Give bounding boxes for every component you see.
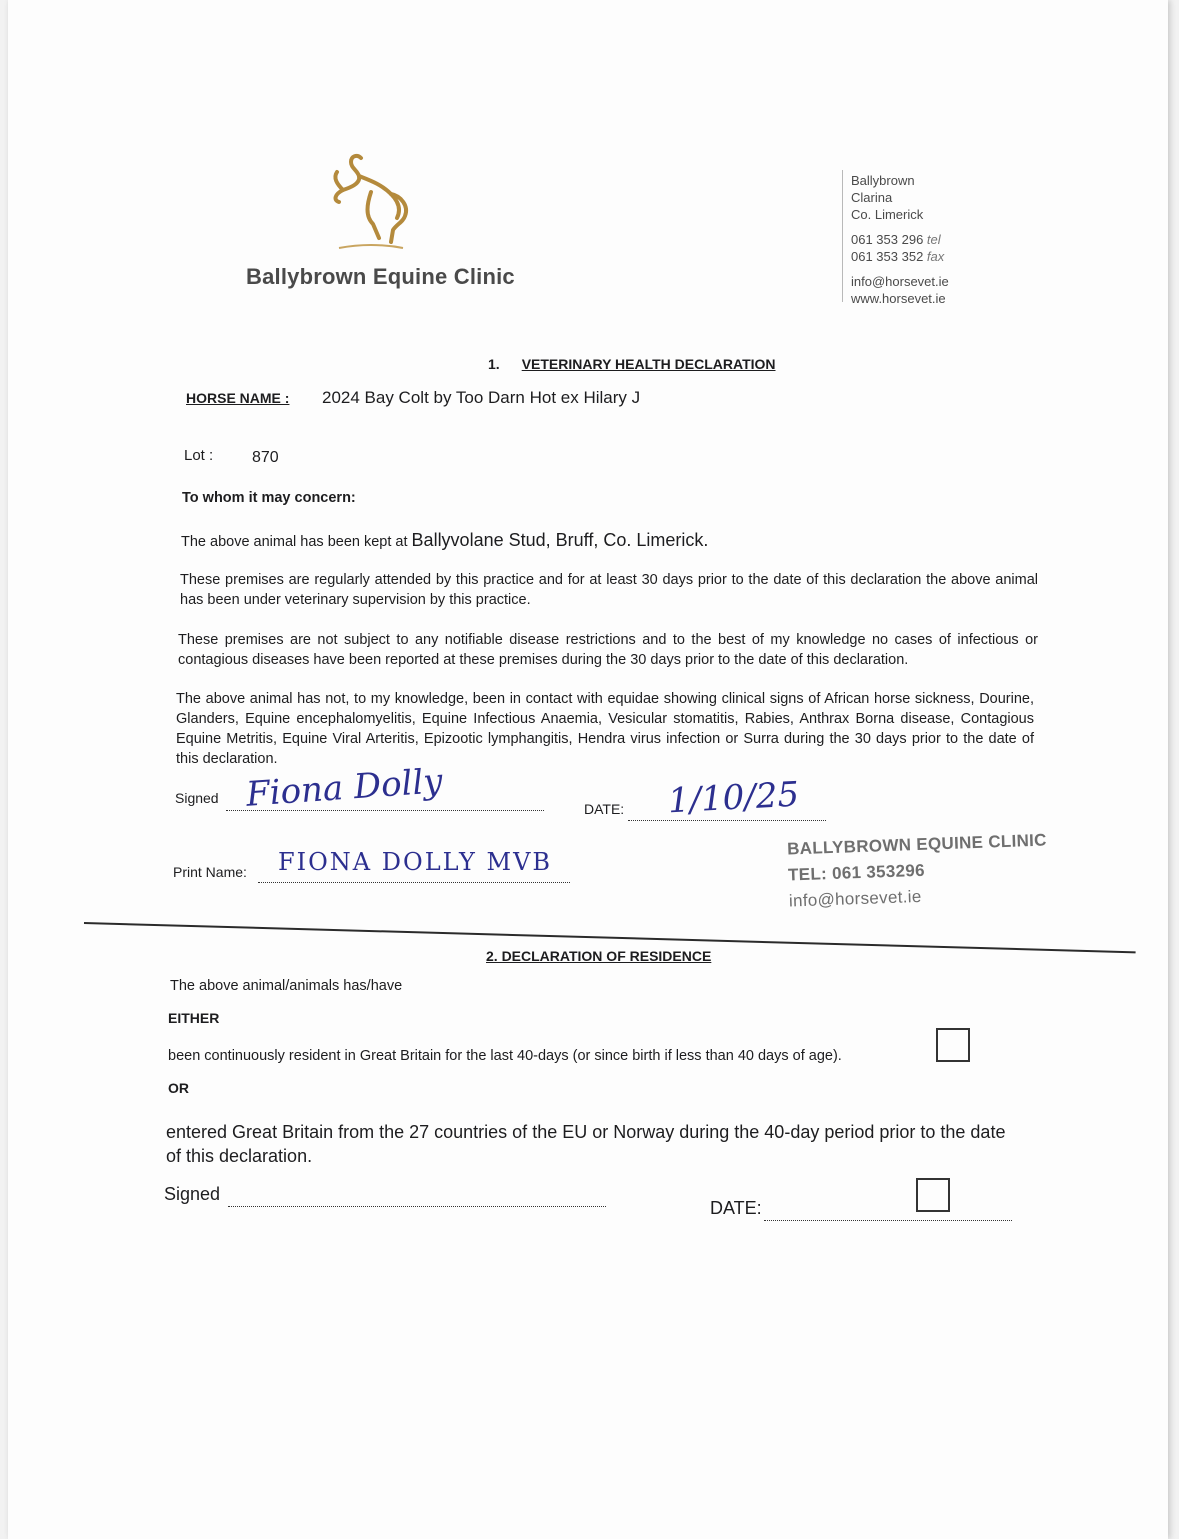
fax-line: 061 353 352 fax: [851, 249, 945, 264]
horse-logo-icon: [321, 150, 421, 254]
lot-label: Lot :: [184, 447, 214, 464]
stamp-line: TEL: 061 353296: [787, 860, 926, 885]
signed-label: Signed: [175, 790, 219, 806]
residence-signed-label: Signed: [164, 1184, 221, 1204]
section1-heading: 1. VETERINARY HEALTH DECLARATION: [488, 356, 776, 372]
residence-signature-line: [228, 1192, 606, 1207]
stamp-line: BALLYBROWN EQUINE CLINIC: [786, 830, 1048, 859]
date-label: DATE:: [584, 801, 625, 817]
option2-checkbox[interactable]: [916, 1178, 950, 1212]
telephone-line: 061 353 296 tel: [851, 232, 941, 247]
supervision-paragraph: These premises are regularly attended by this practice and for at least 30 days prior to the date of this declaration the above animal has been under veterinary supervision by this practice.: [180, 572, 1038, 608]
handwritten-signature: Fiona Dolly: [244, 761, 444, 815]
horse-name-label: HORSE NAME :: [186, 390, 290, 406]
contact-declaration-paragraph: The above animal has not, to my knowledge, been in contact with equidae showing clinical signs of African horse sickness, Dourine, Glanders, Equine encephalomyelitis, Equine Infectious Anaemia, Vesicular stomatitis, Rabies, Anthrax Borna disease, Contagious Equine Metritis, Equine Viral Arteritis, Epizootic lymphangitis, Hendra virus infection or Surra during the 30 days prior to the date of this declaration.: [176, 691, 1034, 767]
address-line: Clarina: [851, 190, 893, 205]
section2-heading: 2. DECLARATION OF RESIDENCE: [486, 948, 712, 964]
either-label: EITHER: [168, 1010, 220, 1026]
residence-option-1: been continuously resident in Great Britain for the last 40-days (or since birth if less than 40 days of age).: [168, 1048, 842, 1064]
address-line: Co. Limerick: [851, 207, 924, 222]
print-name-label: Print Name:: [173, 864, 247, 880]
lot-value: 870: [252, 449, 279, 466]
salutation: To whom it may concern:: [182, 490, 356, 506]
option1-checkbox[interactable]: [936, 1028, 970, 1062]
handwritten-print-name: FIONA DOLLY MVB: [278, 848, 553, 876]
email-link[interactable]: info@horsevet.ie: [851, 274, 949, 289]
address-line: Ballybrown: [851, 173, 915, 188]
horse-name-value: 2024 Bay Colt by Too Darn Hot ex Hilary J: [322, 388, 641, 407]
clinic-name: Ballybrown Equine Clinic: [246, 264, 515, 289]
handwritten-date: 1/10/25: [667, 774, 801, 822]
residence-date-label: DATE:: [710, 1198, 762, 1218]
or-label: OR: [168, 1080, 189, 1096]
address-divider: [842, 170, 843, 302]
residence-intro: The above animal/animals has/have: [170, 978, 403, 994]
document-page: [8, 0, 1168, 1539]
residence-date-line: [764, 1206, 1012, 1221]
kept-at-line: The above animal has been kept at Ballyvolane Stud, Bruff, Co. Limerick.: [181, 530, 709, 550]
website-link[interactable]: www.horsevet.ie: [851, 291, 946, 306]
clinic-stamp: [787, 827, 1049, 914]
address-block: [851, 172, 949, 307]
residence-option-2: entered Great Britain from the 27 countries of the EU or Norway during the 40-day period prior to the date of this declaration.: [166, 1122, 1006, 1166]
stamp-line: info@horsevet.ie: [788, 886, 922, 911]
disease-restrictions-paragraph: These premises are not subject to any notifiable disease restrictions and to the best of my knowledge no cases of infectious or contagious diseases have been reported at these premises during the 30 days prior to the date of this declaration.: [178, 632, 1038, 668]
